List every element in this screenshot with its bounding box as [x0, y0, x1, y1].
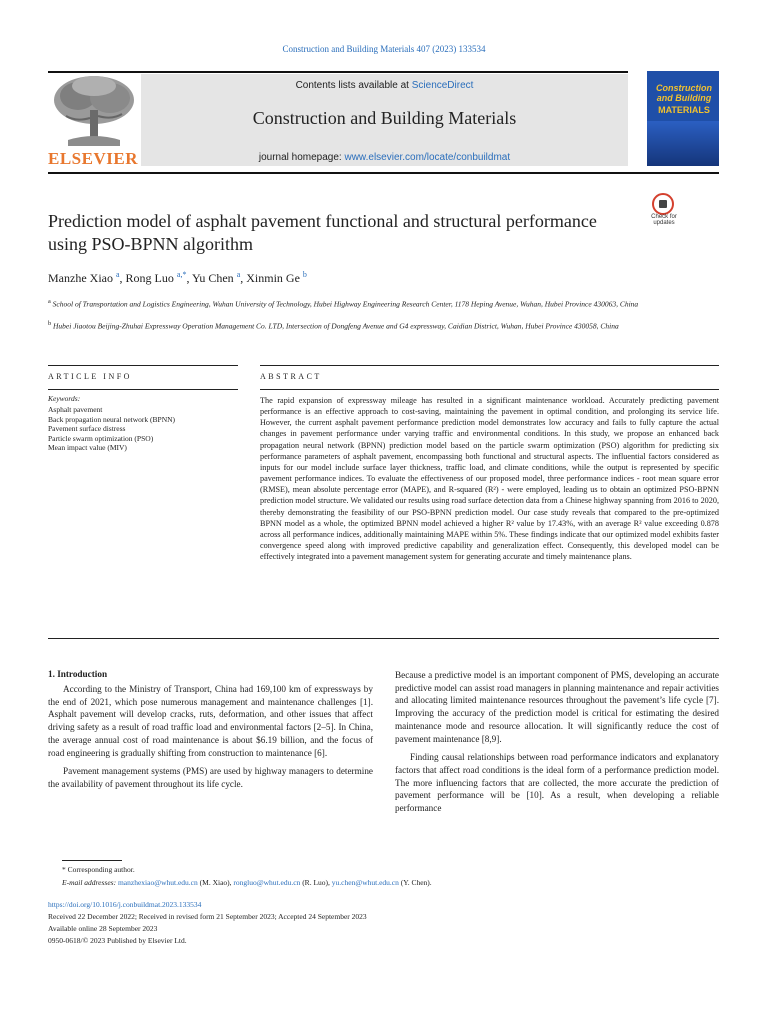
abstract-heading: ABSTRACT	[260, 372, 322, 381]
keyword[interactable]: Asphalt pavement	[48, 405, 103, 414]
author-affiliation-marker[interactable]: a,*	[176, 270, 187, 279]
body-column-right	[395, 669, 719, 815]
author-affiliation-marker[interactable]: b	[302, 270, 307, 279]
author-list: Manzhe Xiao $^a$, Rong Luo $^{a,*}$, Yu Chen $^a$, Xinmin Ge $^b$	[48, 270, 307, 285]
journal-reference-link[interactable]: Construction and Building Materials 407 (2023) 133534	[282, 44, 486, 54]
divider	[48, 365, 238, 366]
check-updates-icon	[652, 193, 674, 215]
copyright-line: 0950-0618/© 2023 Published by Elsevier Ltd.	[48, 936, 187, 945]
contents-prefix: Contents lists available at	[295, 80, 412, 91]
abstract-body: The rapid expansion of expressway mileage has resulted in a significant maintenance workload. Accurately predicting pavement performance is an effective approach to cost-saving, maintaining the pavement in optimal condition, and prolonging its service life. However, the current asphalt pavement performance prediction model demonstrates low accuracy and fails to fully capture the actual changes in pavement performance under varying traffic and environmental conditions. In this study, we propose an enhanced back propagation neural network (BPNN) prediction model based on the particle swarm optimization (PSO) algorithm for predicting six performance parameters of asphalt pavement, encompassing both functional and structural aspects. The influential factors considered as inputs for our model include surface layer thickness, traffic load, and climate conditions, while the output is represented by specific pavement performance indices. To evaluate the effectiveness of our proposed model, three performance indices - root mean square error (RMSE), mean absolute percentage error (MAPE), and R-squared (R²) - were employed, leading us to obtain an optimized PSO-BPNN prediction model structure. We validated our results using road surface detection data from a Chinese highway spanning from 2016 to 2020, thereby demonstrating the feasibility of our PSO-BPNN prediction model. Our case study reveals that compared to the pre-optimized BPNN model as a whole, the optimized BPNN model achieved a higher R² value by 17.43%, with an average R² value exceeding 0.878 across all performance indices, additionally maintaining MAPE within 5%. These findings indicate that our optimized model exhibits faster convergence speed along with improved predictive capability and generalization effect. Consequently, this developed model can be effectively integrated into a pavement management system for generating accurate and timely maintenance plans.	[260, 396, 719, 562]
author-name[interactable]: Yu Chen	[192, 271, 234, 285]
article-title: Prediction model of asphalt pavement functional and structural performance using PSO-BPNN algorithm	[48, 211, 597, 254]
author-affiliation-marker[interactable]: a	[236, 270, 241, 279]
body-paragraph: Finding causal relationships between road performance indicators and explanatory factors that affect road conditions is the ideal form of a performance prediction model. The more influencing factors that are collected, the more accurate the prediction of pavement performance will be [10]. As a result, when developing a reliable performance	[395, 752, 719, 814]
keywords-list	[48, 405, 238, 453]
received-dates: Received 22 December 2022; Received in revised form 21 September 2023; Accepted 24 September 2023	[48, 912, 367, 921]
email-link[interactable]: rongluo@whut.edu.cn	[233, 878, 301, 887]
divider	[48, 638, 719, 639]
keyword[interactable]: Mean impact value (MIV)	[48, 443, 127, 453]
author-name[interactable]: Xinmin Ge	[246, 271, 300, 285]
body-paragraph: Because a predictive model is an important component of PMS, developing an accurate predictive model can assist road managers in planning maintenance and repair activities and allocating limited maintenance resources throughout the pavement’s life cycle [7]. Improving the accuracy of the prediction model is critical for estimating the desired maintenance mode and resource allocation. It will significantly reduce the cost of pavement maintenance [8,9].	[395, 670, 719, 744]
sciencedirect-link[interactable]: ScienceDirect	[411, 80, 474, 91]
footnote-rule	[62, 860, 122, 861]
body-column-left	[48, 683, 373, 791]
body-paragraph: Pavement management systems (PMS) are used by highway managers to determine the availability of pavement throughout its life cycle.	[48, 766, 373, 789]
keyword[interactable]: Particle swarm optimization (PSO)	[48, 433, 154, 443]
divider	[48, 389, 238, 390]
email-link[interactable]: manzhexiao@whut.edu.cn	[117, 878, 198, 887]
affiliation: $^a$ School of Transportation and Logistics Engineering, Wuhan University of Technology, Hubei Highway Engineering Research Center, 1178 Heping Avenue, Wuhan, Hubei Province 430063, China	[48, 298, 639, 309]
author-name[interactable]: Manzhe Xiao	[48, 271, 113, 285]
cover-subtitle: MATERIALS	[658, 105, 710, 115]
divider	[260, 365, 719, 366]
journal-title: Construction and Building Materials	[252, 108, 517, 128]
section-heading-introduction: 1. Introduction	[48, 669, 108, 679]
check-for-updates-badge[interactable]	[646, 193, 682, 233]
keyword[interactable]: Back propagation neural network (BPNN)	[48, 414, 176, 424]
banner-top-rule	[48, 71, 628, 73]
corresponding-author-note: * Corresponding author.	[62, 865, 135, 874]
journal-homepage-line	[141, 152, 628, 163]
elsevier-wordmark: ELSEVIER	[48, 149, 138, 168]
email-link[interactable]: yu.chen@whut.edu.cn	[331, 878, 399, 887]
body-paragraph: According to the Ministry of Transport, China had 169,100 km of expressways by the end of 2021, which pose numerous management and maintenance challenges [1]. Asphalt pavement will develop cracks, ruts, deformation, and other issues that affect driving safety as a result of road traffic load and environmental factors [2–5]. In China, the average annual cost of road maintenance is about $6.19 billion, and the focus of road engineering is gradually shifting from construction to maintenance [6].	[48, 684, 373, 758]
cover-title: Construction and Building	[656, 83, 712, 103]
author-affiliation-marker[interactable]: a	[115, 270, 120, 279]
author-name[interactable]: Rong Luo	[125, 271, 174, 285]
email-label: E-mail addresses:	[62, 878, 118, 887]
check-updates-label: Check for updates	[651, 214, 677, 226]
doi-link[interactable]: https://doi.org/10.1016/j.conbuildmat.2023.133534	[48, 900, 202, 909]
cover-graphic	[647, 121, 719, 166]
journal-homepage-link[interactable]: www.elsevier.com/locate/conbuildmat	[344, 152, 511, 163]
keywords-label: Keywords:	[48, 394, 81, 403]
homepage-prefix: journal homepage:	[258, 152, 345, 163]
affiliation: $^b$ Hubei Jiaotou Beijing-Zhuhai Expressway Operation Management Co. LTD, Intersection of Dongfeng Avenue and G4 expressway, Caidian District, Wuhan, Hubei Province 430058, China	[48, 320, 619, 331]
banner-bottom-rule	[48, 172, 719, 174]
contents-available-line	[141, 80, 628, 91]
journal-cover-thumbnail[interactable]	[647, 71, 719, 166]
email-addresses: E-mail addresses: manzhexiao@whut.edu.cn (M. Xiao), rongluo@whut.edu.cn (R. Luo), yu.chen@whut.edu.cn (Y. Chen).	[62, 878, 432, 887]
divider	[260, 389, 719, 390]
keyword[interactable]: Pavement surface distress	[48, 424, 126, 434]
article-info-heading: ARTICLE INFO	[48, 372, 132, 381]
available-online-date: Available online 28 September 2023	[48, 924, 158, 933]
